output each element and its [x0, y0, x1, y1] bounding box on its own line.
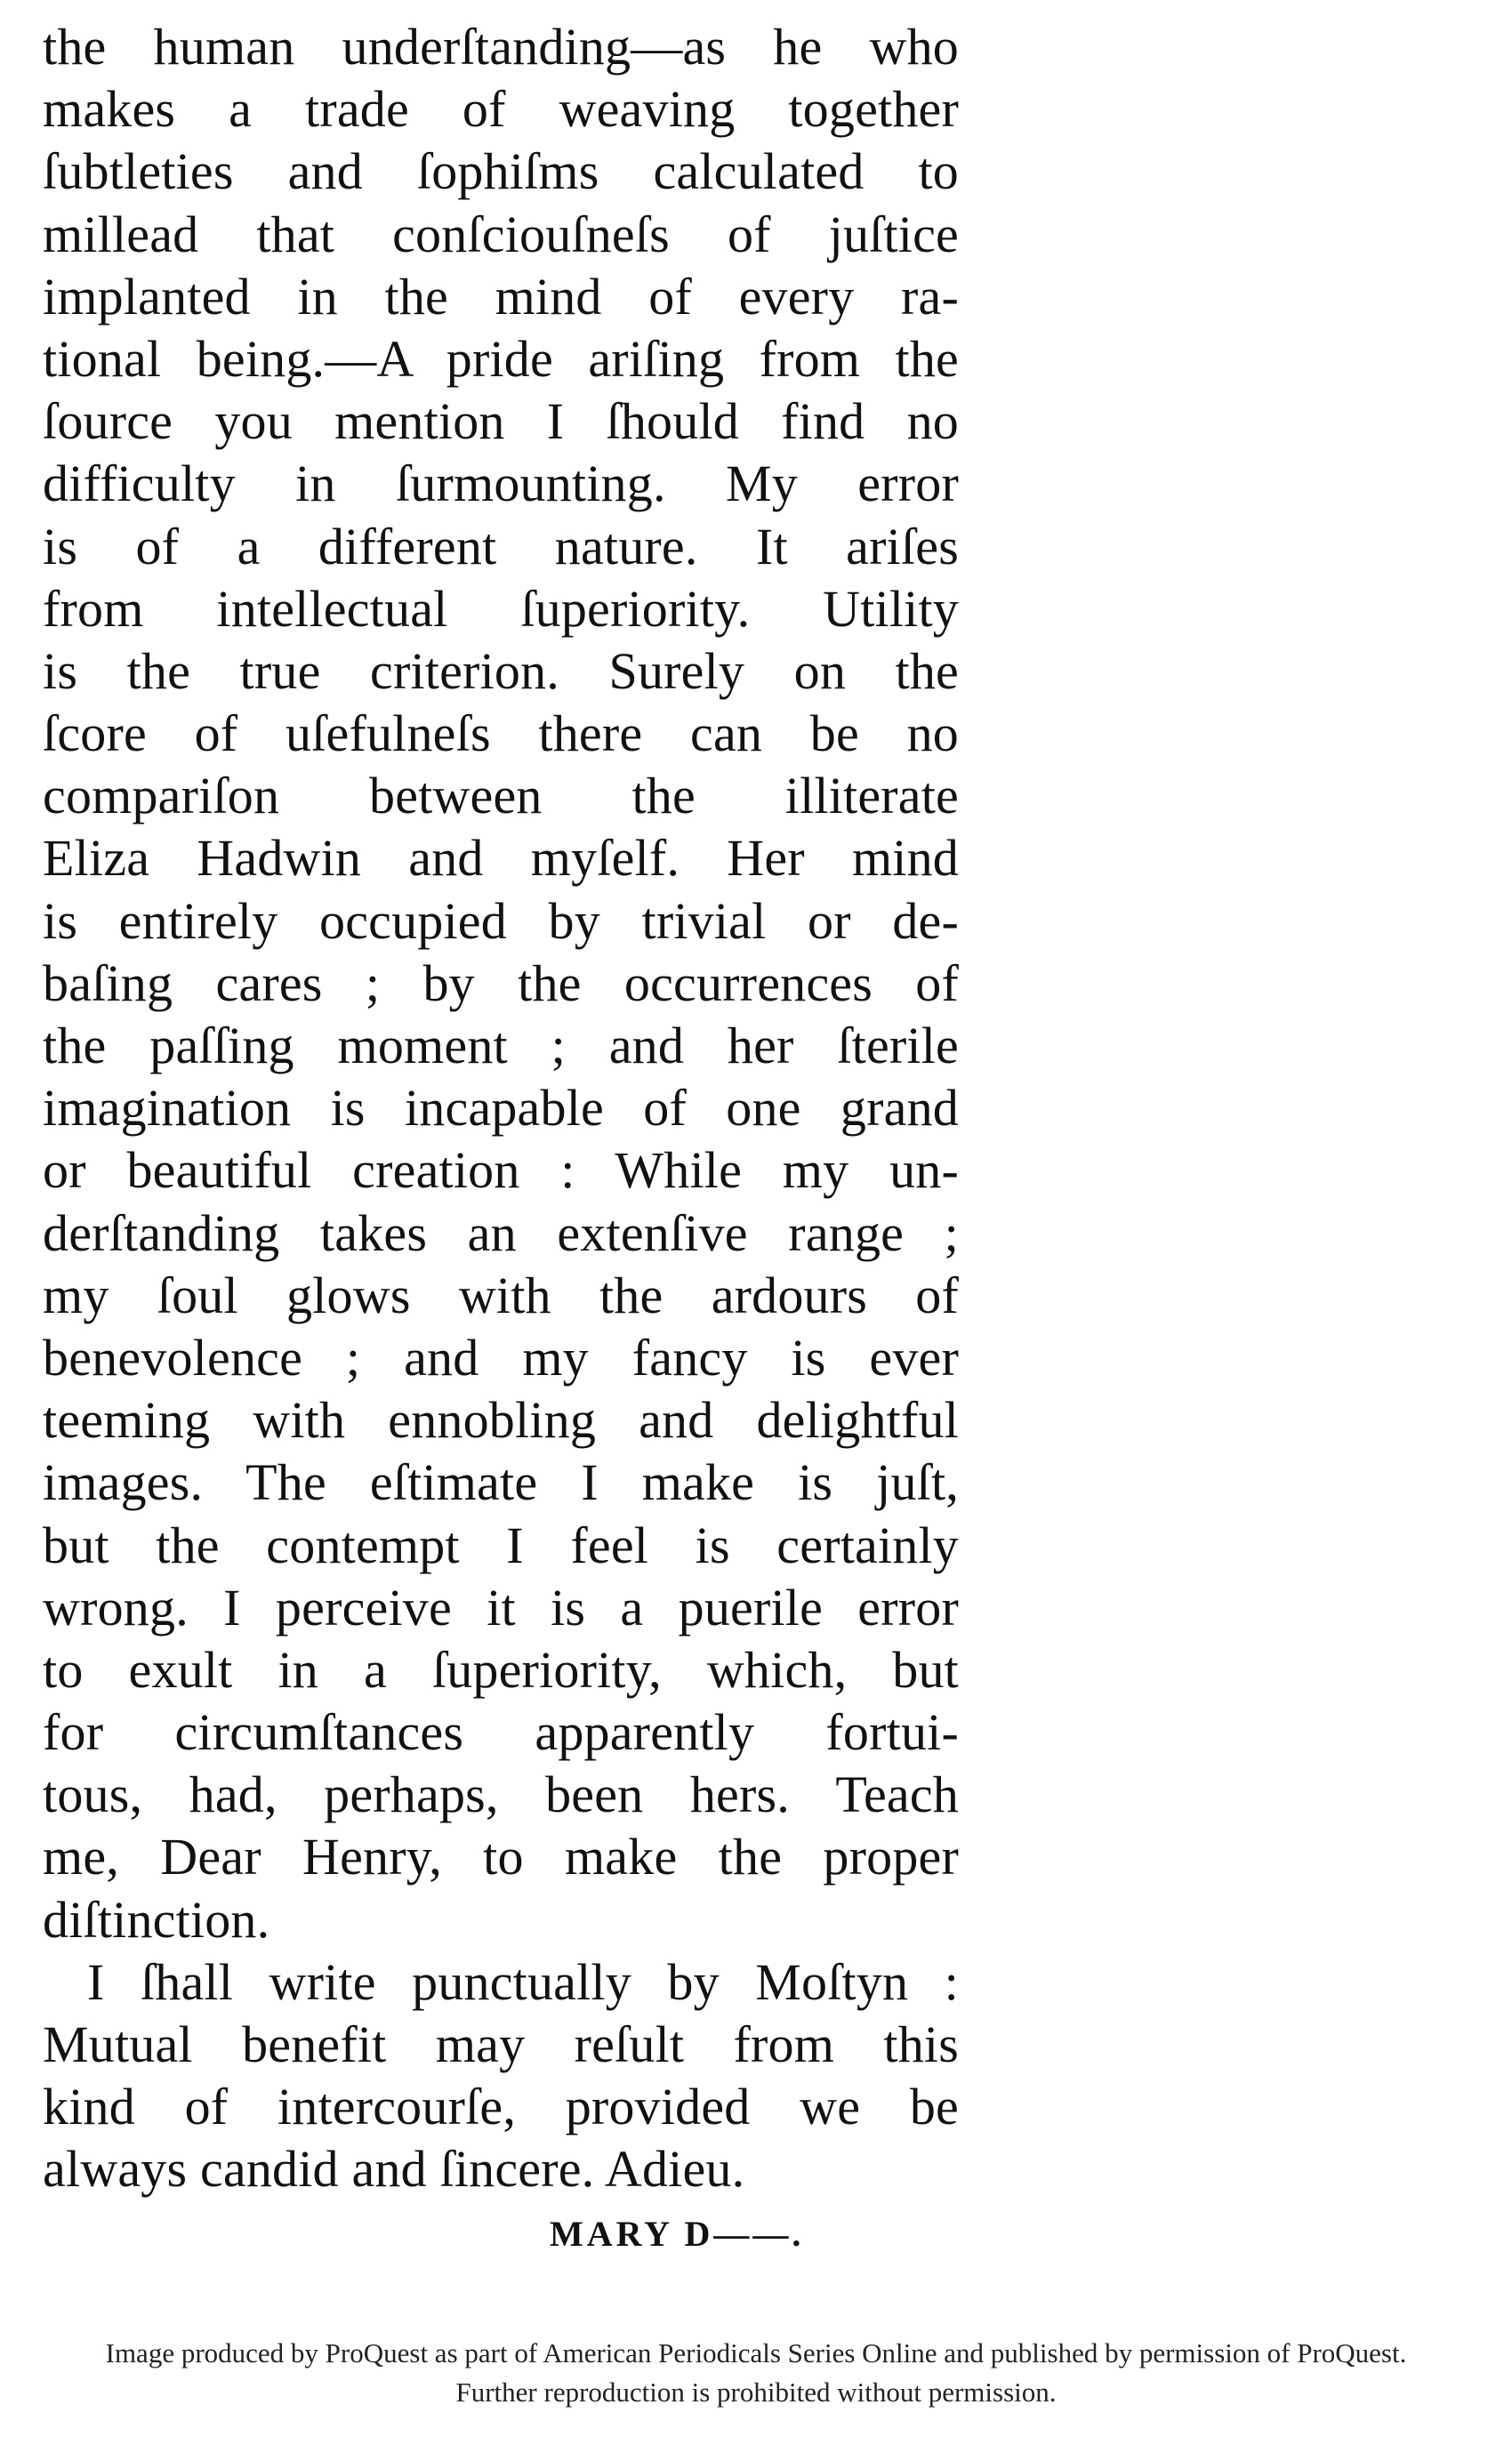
text-line: is of a different nature. It ariſes — [43, 517, 959, 575]
text-line: wrong. I perceive it is a puerile error — [43, 1578, 959, 1637]
text-line: imagination is incapable of one grand — [43, 1079, 959, 1138]
text-line: diſtinction. — [43, 1890, 270, 1949]
text-line: Mutual benefit may reſult from this — [43, 2015, 959, 2073]
text-line: tous, had, perhaps, been hers. Teach — [43, 1765, 959, 1824]
text-line: ſubtleties and ſophiſms calculated to — [43, 142, 959, 201]
text-line: the paſſing moment ; and her ſterile — [43, 1017, 959, 1074]
paragraph-2 — [43, 1951, 959, 2201]
copyright-line-1: Image produced by ProQuest as part of American Periodicals Series Online and published by permission of ProQuest. — [105, 2337, 1407, 2369]
copyright-line-2: Further reproduction is prohibited without permission. — [455, 2377, 1057, 2408]
text-line: makes a trade of weaving together — [43, 80, 959, 139]
text-line: ſource you mention I ſhould find no — [43, 392, 959, 451]
text-line: from intellectual ſuperiority. Utility — [43, 579, 959, 638]
text-line: derſtanding takes an extenſive range ; — [43, 1203, 959, 1262]
text-line: but the contempt I feel is certainly — [43, 1516, 959, 1574]
text-line: implanted in the mind of every ra- — [43, 267, 959, 326]
text-line: always candid and ſincere. Adieu. — [43, 2140, 745, 2199]
text-line: kind of intercourſe, provided we be — [43, 2078, 959, 2136]
text-line: is entirely occupied by trivial or de- — [43, 891, 959, 950]
copyright-notice — [0, 2334, 1512, 2412]
text-line: Eliza Hadwin and myſelf. Her mind — [43, 829, 959, 888]
text-line: baſing cares ; by the occurrences of — [43, 953, 959, 1012]
text-line: me, Dear Henry, to make the proper — [43, 1828, 959, 1886]
paragraph-1 — [43, 16, 959, 1951]
text-line: is the true criterion. Surely on the — [43, 641, 959, 700]
text-line: the human underſtanding—as he who — [43, 18, 959, 76]
text-column — [43, 16, 959, 2201]
text-line: millead that conſciouſneſs of juſtice — [43, 205, 959, 263]
text-line: teeming with ennobling and delightful — [43, 1391, 959, 1450]
signature: MARY D——. — [550, 2214, 805, 2254]
text-line: I ſhall write punctually by Moſtyn : — [87, 1952, 959, 2011]
text-line: for circumſtances apparently fortui- — [43, 1703, 959, 1762]
text-line: compariſon between the illiterate — [43, 767, 959, 825]
text-line: my ſoul glows with the ardours of — [43, 1266, 959, 1324]
text-line: to exult in a ſuperiority, which, but — [43, 1640, 959, 1699]
text-line: ſcore of uſefulneſs there can be no — [43, 704, 959, 763]
text-line: tional being.—A pride ariſing from the — [43, 329, 959, 388]
text-line: difficulty in ſurmounting. My error — [43, 454, 959, 513]
text-line: images. The eſtimate I make is juſt, — [43, 1453, 959, 1512]
text-line: or beautiful creation : While my un- — [43, 1141, 959, 1200]
text-line: benevolence ; and my fancy is ever — [43, 1328, 959, 1387]
